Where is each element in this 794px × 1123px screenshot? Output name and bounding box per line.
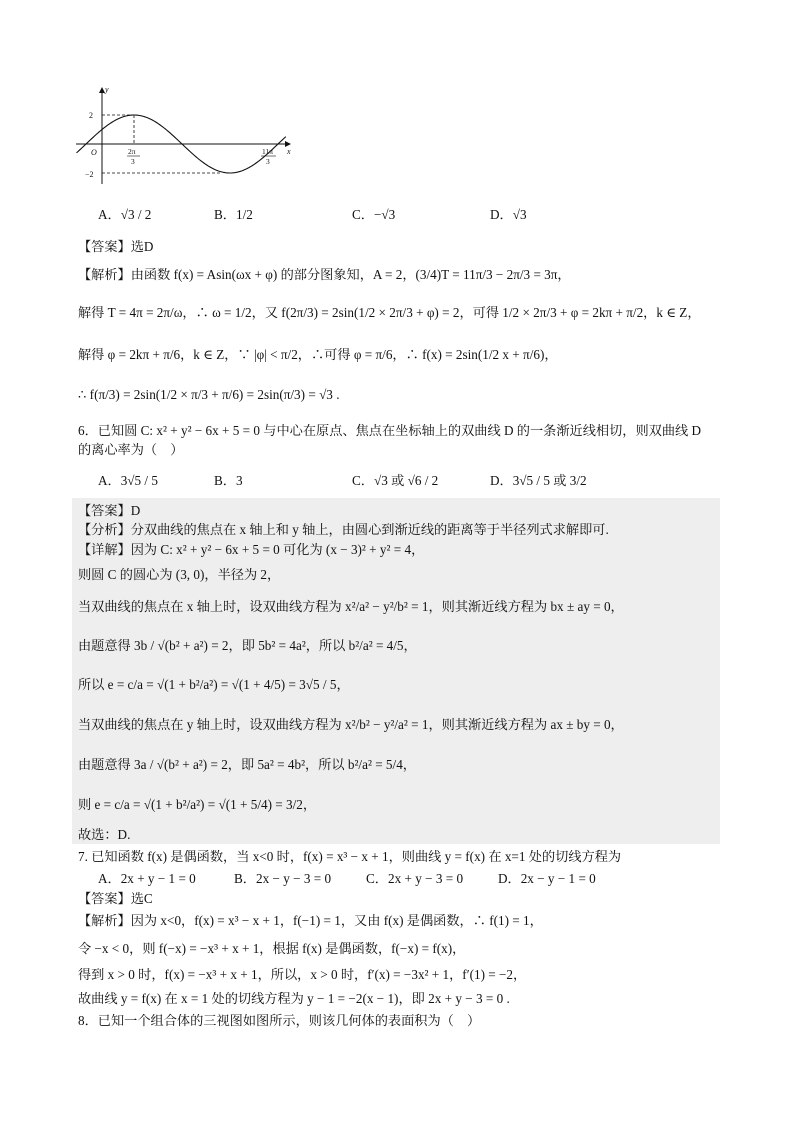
q7-option-b: B．2x − y − 3 = 0	[234, 871, 332, 886]
q8-stem: 8．已知一个组合体的三视图如图所示，则该几何体的表面积为（ ）	[78, 1013, 481, 1028]
q5-option-b: B．1/2	[214, 207, 253, 222]
q7-solution-line-4: 故曲线 y = f(x) 在 x = 1 处的切线方程为 y − 1 = −2(x − 1)，即 2x + y − 3 = 0 .	[78, 991, 510, 1006]
q5-option-c: C．−√3	[352, 207, 396, 222]
q6-option-c: C．√3 或 √6 / 2	[352, 473, 439, 488]
y-tick-bottom: −2	[85, 170, 94, 179]
q5-solution-line-4: ∴ f(π/3) = 2sin(1/2 × π/3 + π/6) = 2sin(π/3) = √3 .	[78, 387, 340, 402]
q7-solution-line-1: 【解析】因为 x<0，f(x) = x³ − x + 1，f(−1) = 1，又由 f(x) 是偶函数，∴ f(1) = 1，	[78, 913, 543, 928]
q6-option-d: D．3√5 / 5 或 3/2	[490, 473, 587, 488]
q6-detail-line-4: 由题意得 3b / √(b² + a²) = 2，即 5b² = 4a²，所以 b²/a² = 4/5，	[78, 638, 417, 653]
q7-stem: 7. 已知函数 f(x) 是偶函数，当 x<0 时，f(x) = x³ − x + 1，则曲线 y = f(x) 在 x=1 处的切线方程为	[78, 849, 622, 864]
q5-option-d: D．√3	[490, 207, 527, 222]
q6-detail-line-3: 当双曲线的焦点在 x 轴上时，设双曲线方程为 x²/a² − y²/b² = 1，则其渐近线方程为 bx ± ay = 0，	[78, 599, 624, 614]
q5-answer: 【答案】选D	[78, 239, 154, 254]
x-tick2-num: 11π	[262, 147, 274, 156]
q5-solution-line-1: 【解析】由函数 f(x) = Asin(ωx + φ) 的部分图象知，A = 2，(3/4)T = 11π/3 − 2π/3 = 3π，	[78, 267, 571, 282]
q7-option-d: D．2x − y − 1 = 0	[498, 871, 596, 886]
q6-answer: 【答案】D	[78, 503, 141, 518]
q6-detail-line-7: 由题意得 3a / √(b² + a²) = 2，即 5a² = 4b²，所以 b²/a² = 5/4，	[78, 757, 416, 772]
y-tick-top: 2	[89, 111, 93, 120]
x-axis-label: x	[287, 147, 291, 156]
q5-solution-line-3: 解得 φ = 2kπ + π/6，k ∈ Z，∵ |φ| < π/2，∴可得 φ = π/6，∴ f(x) = 2sin(1/2 x + π/6)，	[78, 347, 558, 362]
q6-option-a: A．3√5 / 5	[98, 473, 158, 488]
q7-option-c: C．2x + y − 3 = 0	[366, 871, 464, 886]
q6-detail-line-1: 【详解】因为 C: x² + y² − 6x + 5 = 0 可化为 (x − 3)² + y² = 4，	[78, 542, 425, 557]
q5-solution-line-2: 解得 T = 4π = 2π/ω，∴ ω = 1/2，又 f(2π/3) = 2sin(1/2 × 2π/3 + φ) = 2，可得 1/2 × 2π/3 + φ = 2kπ + π/2，k ∈ Z，	[78, 305, 701, 320]
q7-answer: 【答案】选C	[78, 891, 153, 906]
q6-detail-line-6: 当双曲线的焦点在 y 轴上时，设双曲线方程为 x²/b² − y²/a² = 1，则其渐近线方程为 ax ± by = 0，	[78, 717, 624, 732]
q7-solution-line-2: 令 −x < 0，则 f(−x) = −x³ + x + 1，根据 f(x) 是偶函数，f(−x) = f(x)，	[78, 941, 466, 956]
q6-stem-line-1: 6．已知圆 C: x² + y² − 6x + 5 = 0 与中心在原点、焦点在坐标轴上的双曲线 D 的一条渐近线相切，则双曲线 D	[78, 423, 702, 438]
q7-option-a: A．2x + y − 1 = 0	[98, 871, 196, 886]
origin-label: O	[91, 148, 97, 157]
q6-stem-line-2: 的离心率为（ ）	[78, 442, 184, 457]
q5-option-a: A．√3 / 2	[98, 207, 152, 222]
q7-solution-line-3: 得到 x > 0 时，f(x) = −x³ + x + 1，所以，x > 0 时，f′(x) = −3x² + 1，f′(1) = −2，	[78, 967, 527, 982]
q6-option-b: B．3	[214, 473, 243, 488]
x-tick2-den: 3	[266, 157, 270, 166]
q6-detail-line-9: 故选：D.	[78, 827, 131, 842]
sine-graph	[74, 84, 296, 190]
x-tick1-den: 3	[131, 157, 135, 166]
q6-analysis: 【分析】分双曲线的焦点在 x 轴上和 y 轴上，由圆心到渐近线的距离等于半径列式求解即可.	[78, 522, 609, 537]
q6-detail-line-8: 则 e = c/a = √(1 + b²/a²) = √(1 + 5/4) = 3/2，	[78, 797, 317, 812]
y-axis-label: y	[105, 85, 109, 94]
x-tick1-num: 2π	[128, 147, 136, 156]
q6-detail-line-2: 则圆 C 的圆心为 (3, 0)，半径为 2，	[78, 567, 281, 582]
q6-detail-line-5: 所以 e = c/a = √(1 + b²/a²) = √(1 + 4/5) = 3√5 / 5，	[78, 677, 350, 692]
